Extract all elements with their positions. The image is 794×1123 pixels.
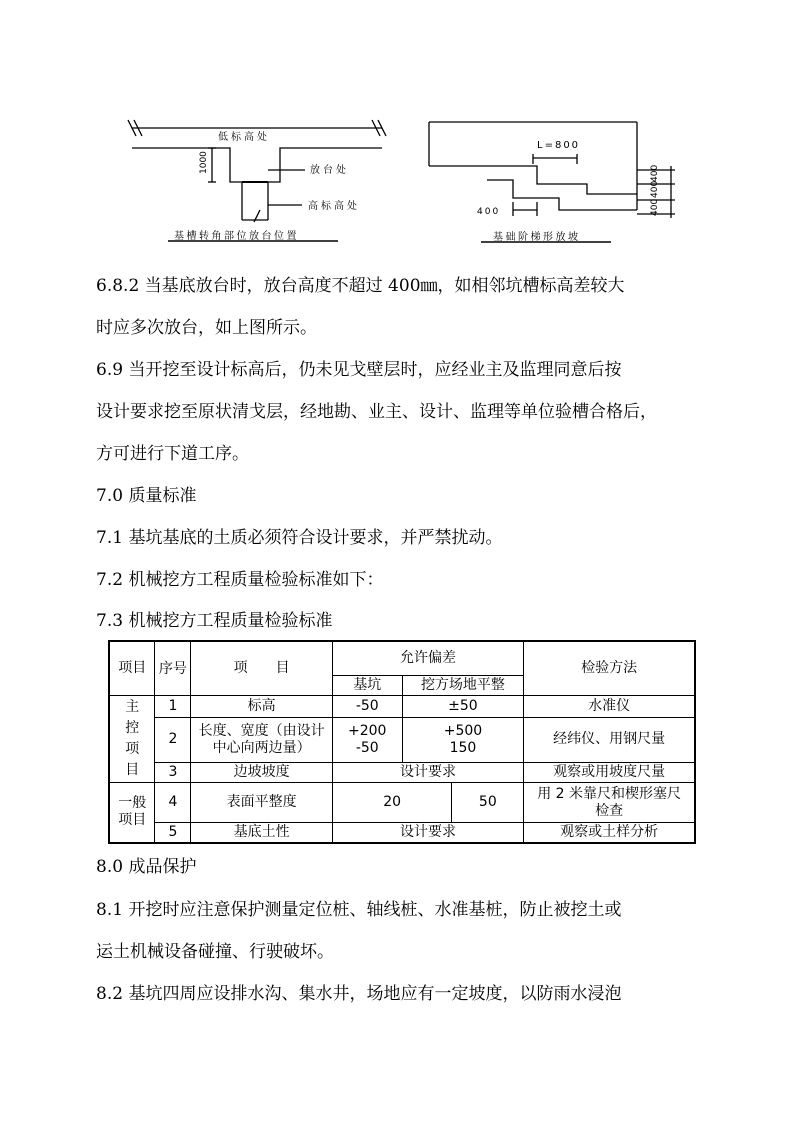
figure2-caption: 基础阶梯形放坡: [493, 232, 581, 243]
row2-seq: 2: [155, 718, 191, 762]
header-level: 挖方场地平整: [402, 675, 524, 695]
para-7-2: 7.2 机械挖方工程质量检验标准如下：: [96, 570, 384, 590]
group-general: 一般项目: [109, 782, 155, 843]
header-name: 项 目: [191, 641, 332, 696]
dimension-1000: 1000: [199, 151, 209, 174]
heading-8-0: 8.0 成品保护: [96, 857, 197, 877]
figure-corner-step: [120, 110, 410, 250]
row3-seq: 3: [155, 762, 191, 782]
para-6-9-line2: 设计要求挖至原状清戈层，经地勘、业主、设计、监理等单位验槽合格后，: [96, 402, 657, 422]
label-step: 放台处: [310, 165, 349, 176]
label-low-elevation: 低标高处: [218, 132, 270, 143]
header-pit: 基坑: [332, 675, 402, 695]
header-tolerance: 允许偏差: [332, 641, 523, 675]
quality-standard-table: [108, 640, 696, 844]
para-7-3: 7.3 机械挖方工程质量检验标准: [96, 611, 333, 631]
row1-name: 标高: [191, 696, 332, 718]
row1-seq: 1: [155, 696, 191, 718]
row1-pit: -50: [332, 696, 402, 718]
heading-7-0: 7.0 质量标准: [96, 486, 197, 506]
row5-name: 基底土性: [191, 823, 332, 843]
row4-level: 50: [452, 782, 524, 822]
header-item: 项目: [109, 641, 155, 696]
row4-method: 用 2 米靠尺和楔形塞尺检查: [524, 782, 695, 822]
row2-method: 经纬仪、用钢尺量: [524, 718, 695, 762]
dimension-400-right-1: 400: [650, 164, 660, 182]
row4-name: 表面平整度: [191, 782, 332, 822]
label-l-800: L=800: [537, 140, 581, 151]
group-main: 主控项目: [109, 696, 155, 783]
dimension-400-right-3: 400: [650, 198, 660, 216]
row5-seq: 5: [155, 823, 191, 843]
para-6-9-line1: 6.9 当开挖至设计标高后，仍未见戈壁层时，应经业主及监理同意后按: [96, 360, 622, 380]
row2-name: 长度、宽度（由设计中心向两边量）: [191, 718, 332, 762]
row3-tolerance: 设计要求: [332, 762, 523, 782]
row3-name: 边坡坡度: [191, 762, 332, 782]
dimension-400-right-2: 400: [650, 180, 660, 198]
para-7-1: 7.1 基坑基底的土质必须符合设计要求，并严禁扰动。: [96, 528, 503, 548]
dimension-400-left: 400: [477, 207, 501, 217]
figure1-caption: 基槽转角部位放台位置: [174, 231, 299, 242]
para-8-1-line1: 8.1 开挖时应注意保护测量定位桩、轴线桩、水准基桩，防止被挖土或: [96, 900, 622, 920]
para-8-2-line1: 8.2 基坑四周应设排水沟、集水井，场地应有一定坡度，以防雨水浸泡: [96, 984, 622, 1004]
header-seq: 序号: [155, 641, 191, 696]
row2-pit: +200 -50: [332, 718, 402, 762]
row5-tolerance: 设计要求: [332, 823, 523, 843]
row1-level: ±50: [402, 696, 524, 718]
para-8-1-line2: 运土机械设备碰撞、行驶破坏。: [96, 942, 334, 962]
row3-method: 观察或用坡度尺量: [524, 762, 695, 782]
label-high-elevation: 高标高处: [308, 201, 360, 212]
figure-stepped-slope: [425, 110, 690, 250]
para-6-8-2-line1: 6.8.2 当基底放台时，放台高度不超过 400㎜，如相邻坑槽标高差较大: [96, 276, 625, 296]
row5-method: 观察或土样分析: [524, 823, 695, 843]
row4-pit: 20: [332, 782, 452, 822]
header-method: 检验方法: [524, 641, 695, 696]
row1-method: 水准仪: [524, 696, 695, 718]
para-6-9-line3: 方可进行下道工序。: [96, 444, 249, 464]
row4-seq: 4: [155, 782, 191, 822]
row2-level: +500 150: [402, 718, 524, 762]
para-6-8-2-line2: 时应多次放台，如上图所示。: [96, 318, 317, 338]
